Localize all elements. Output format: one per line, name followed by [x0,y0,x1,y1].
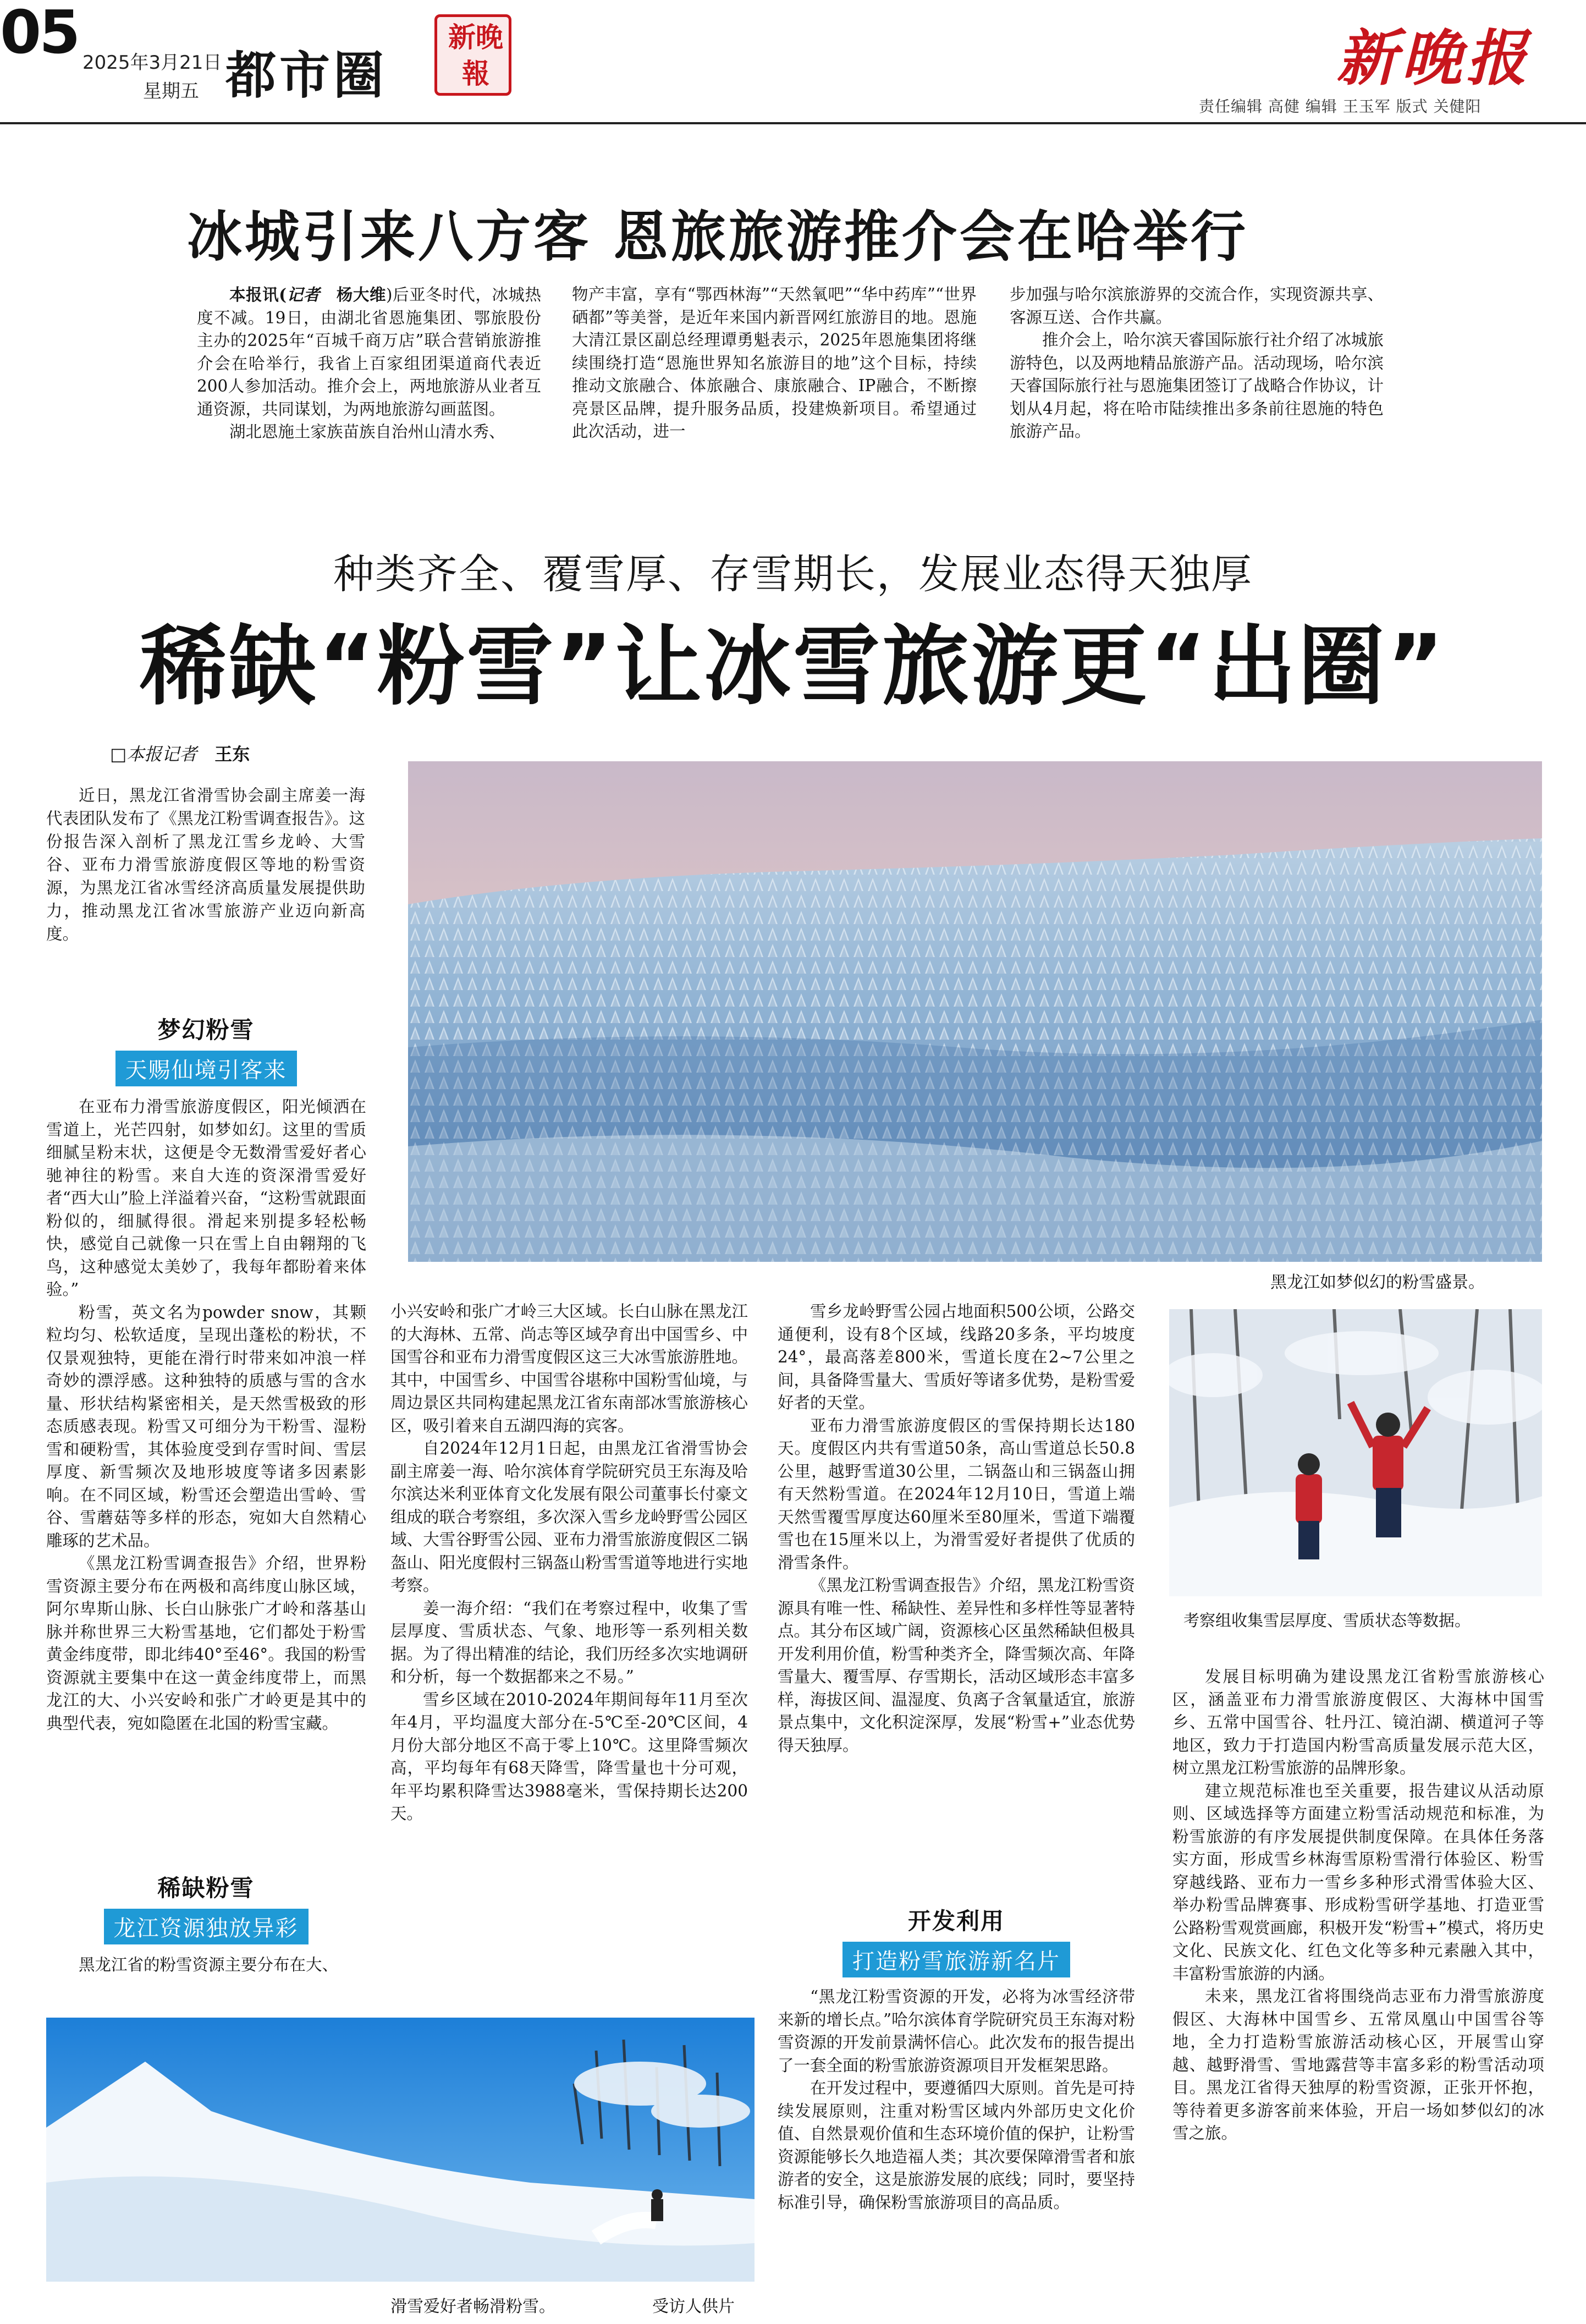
section-seal [434,14,511,96]
header-rule [0,122,1586,124]
subhead-kicker: 梦幻粉雪 [157,1017,255,1043]
body-paragraph: 在开发过程中，要遵循四大原则。首先是可持续发展原则，注重对粉雪区域内外部历史文化价值、自然景观价值和生态环境价值的保护，让粉雪资源能够长久地造福人类；其次要保障滑雪者和旅游者的安全，这是旅游发展的底线；同时，要坚持标准引导，确保粉雪旅游项目的高品质。 [778,2079,1135,2212]
body-paragraph: 在亚布力滑雪旅游度假区，阳光倾洒在雪道上，光芒四射，如梦如幻。这里的雪质细腻呈粉末状，这便是令无数滑雪爱好者心驰神往的粉雪。来自大连的资深滑雪爱好者“西大山”脸上洋溢着兴奋，“这粉雪就跟面粉似的，细腻得很。滑起来别提多轻松畅快，感觉自己就像一只在雪上自由翱翔的飞鸟，这种感觉太美妙了，我每年都盼着来体验。” [46,1097,366,1299]
article2-byline-name: 王东 [214,744,250,765]
section-seal-text: 新晚報 [448,21,503,90]
body-paragraph: 亚布力滑雪旅游度假区的雪保持期长达180天。度假区内共有雪道50条，高山雪道总长50.8公里，越野雪道30公里，二锅盔山和三锅盔山拥有天然粉雪道。在2024年12月10日，雪道上端天然雪覆雪厚度达60厘米至80厘米，雪道下端覆雪也在15厘米以上，为滑雪爱好者提供了优质的滑雪条件。 [778,1416,1135,1572]
column-3-text-2 [778,1986,1135,2214]
snow-forest-caption: 黑龙江如梦似幻的粉雪盛景。 [1270,1273,1485,1292]
survey-team-photo [1169,1309,1542,1596]
left-column-text [46,1096,366,1735]
body-paragraph: 自2024年12月1日起，由黑龙江省滑雪协会副主席姜一海、哈尔滨体育学院研究员王东海及哈尔滨达米利亚体育文化发展有限公司董事长付豪文组成的联合考察组，多次深入雪乡龙岭野雪公园区域、大雪谷野雪公园、亚布力滑雪旅游度假区二锅盔山、阳光度假村三锅盔山粉雪雪道等地进行实地考察。 [390,1439,748,1595]
article1-byline-name: 杨大维 [336,285,386,304]
article1-col1 [197,283,541,444]
article1-byline-lead: 本报讯( [229,285,287,304]
subhead-development [778,1903,1135,1977]
article1-paragraph: 湖北恩施土家族苗族自治州山清水秀、 [229,422,505,441]
survey-team-caption: 考察组收集雪层厚度、雪质状态等数据。 [1183,1611,1471,1630]
skier-caption: 滑雪爱好者畅滑粉雪。 [390,2297,555,2316]
subhead-rare-powder [45,1870,367,1944]
body-paragraph: 黑龙江省的粉雪资源主要分布在大、 [79,1955,339,1974]
article1-col3 [1010,283,1384,443]
article1-byline-role: 记者 [287,285,320,304]
article2-title: 稀缺“粉雪”让冰雪旅游更“出圈” [140,616,1446,717]
article1-paragraph [197,283,541,421]
column-4-text [1172,1666,1544,2145]
subhead-kicker: 开发利用 [907,1908,1005,1935]
body-paragraph: 《黑龙江粉雪调查报告》介绍，世界粉雪资源主要分布在两极和高纬度山脉区域，阿尔卑斯山脉、长白山脉张广才岭和落基山脉并称世界三大粉雪基地，它们都处于粉雪黄金纬度带，即北纬40°至46°。我国的粉雪资源就主要集中在这一黄金纬度带上，而黑龙江的大、小兴安岭和张广才岭更是其中的典型代表，宛如隐匿在北国的粉雪宝藏。 [46,1554,366,1733]
subhead-kicker: 稀缺粉雪 [157,1875,255,1902]
subhead-banner: 龙江资源独放异彩 [104,1909,309,1944]
skier-photo [46,2018,755,2282]
photo-credit: 受访人供片 [652,2297,735,2316]
article2-kicker: 种类齐全、覆雪厚、存雪期长，发展业态得天独厚 [333,551,1253,598]
column-2-text [390,1300,748,1826]
body-paragraph: 姜一海介绍：“我们在考察过程中，收集了雪层厚度、雪质状态、气象、地形等一系列相关数据。为了得出精准的结论，我们历经多次实地调研和分析，每一个数据都来之不易。” [390,1598,748,1686]
article2-byline [110,740,250,766]
subhead-dream-powder [45,1012,367,1086]
article1-title: 冰城引来八方客 恩旅旅游推介会在哈举行 [187,205,1248,269]
article2-byline-prefix: □本报记者 [110,744,197,765]
body-paragraph: 建立规范标准也至关重要，报告建议从活动原则、区域选择等方面建立粉雪活动规范和标准，为粉雪旅游的有序发展提供制度保障。在具体任务落实方面，形成雪乡林海雪原粉雪滑行体验区、粉雪穿越线路、亚布力一雪乡多种形式滑雪体验大区、举办粉雪品牌赛事、形成粉雪研学基地、打造亚雪公路粉雪观赏画廊，积极开发“粉雪+”模式，将历史文化、民族文化、红色文化等多种元素融入其中，丰富粉雪旅游的内涵。 [1172,1781,1544,1983]
newspaper-logo: 新晚报 [1336,23,1531,94]
section-name: 都市圈 [225,46,388,105]
body-paragraph: 发展目标明确为建设黑龙江省粉雪旅游核心区，涵盖亚布力滑雪旅游度假区、大海林中国雪乡、五常中国雪谷、牡丹江、镜泊湖、横道河子等地区，致力于打造国内粉雪高质量发展示范大区，树立黑龙江粉雪旅游的品牌形象。 [1172,1667,1544,1777]
body-paragraph: 雪乡区域在2010-2024年期间每年11月至次年4月，平均温度大部分在-5℃至-20℃区间，4月份大部分地区不高于零上10℃。这里降雪频次高，平均每年有68天降雪，降雪量也十分可观，年平均累积降雪达3988毫米，雪保持期长达200天。 [390,1690,748,1823]
article1-col2 [572,283,977,443]
article1-paragraph: 推介会上，哈尔滨天睿国际旅行社介绍了冰城旅游特色，以及两地精品旅游产品。活动现场，哈尔滨天睿国际旅行社与恩施集团签订了战略合作协议，计划从4月起，将在哈市陆续推出多条前往恩施的特色旅游产品。 [1010,331,1384,441]
article1-paragraph: 物产丰富，享有“鄂西林海”“天然氧吧”“华中药库”“世界硒都”等美誉，是近年来国内新晋网红旅游目的地。恩施大清江景区副总经理谭勇魁表示，2025年恩施集团将继续围绕打造“恩施世界知名旅游目的地”这个目标，持续推动文旅融合、体旅融合、康旅融合、IP融合，不断擦亮景区品牌，提升服务品质，投建焕新项目。希望通过此次活动，进一 [572,285,977,441]
body-paragraph: 《黑龙江粉雪调查报告》介绍，黑龙江粉雪资源具有唯一性、稀缺性、差异性和多样性等显著特点。其分布区域广阔，资源核心区虽然稀缺但极具开发利用价值，粉雪种类齐全，降雪频次高、年降雪量大、覆雪厚、存雪期长，活动区域形态丰富多样，海拔区间、温湿度、负离子含氧量适宜，旅游景点集中，文化积淀深厚，发展“粉雪+”业态优势得天独厚。 [778,1576,1135,1755]
body-paragraph: 未来，黑龙江省将围绕尚志亚布力滑雪旅游度假区、大海林中国雪乡、五常凤凰山中国雪谷等地，全力打造粉雪旅游活动核心区，开展雪山穿越、越野滑雪、雪地露营等丰富多彩的粉雪活动项目。黑龙江省得天独厚的粉雪资源，正张开怀抱，等待着更多游客前来体验，开启一场如梦似幻的冰雪之旅。 [1172,1987,1544,2142]
article1-paragraph: 步加强与哈尔滨旅游界的交流合作，实现资源共享、客源互送、合作共赢。 [1010,285,1384,327]
left-column-text-2 [46,1954,366,1977]
body-paragraph: 雪乡龙岭野雪公园占地面积500公顷，公路交通便利，设有8个区域，线路20多条，平均坡度24°，最高落差800米，雪道长度在2~7公里之间，具备降雪量大、雪质好等诸多优势，是粉雪爱好者的天堂。 [778,1302,1135,1412]
body-paragraph: 小兴安岭和张广才岭三大区域。长白山脉在黑龙江的大海林、五常、尚志等区域孕育出中国雪乡、中国雪谷和亚布力滑雪度假区这三大冰雪旅游胜地。其中，中国雪乡、中国雪谷堪称中国粉雪仙境，与周边景区共同构建起黑龙江省东南部冰雪旅游核心区，吸引着来自五湖四海的宾客。 [390,1302,748,1435]
article2-intro [46,784,365,946]
issue-date: 2025年3月21日 [82,52,222,74]
subhead-banner: 天赐仙境引客来 [115,1051,297,1086]
snow-forest-photo [408,761,1542,1262]
issue-weekday: 星期五 [143,80,199,102]
intro-paragraph: 近日，黑龙江省滑雪协会副主席姜一海代表团队发布了《黑龙江粉雪调查报告》。这份报告深入剖析了黑龙江雪乡龙岭、大雪谷、亚布力滑雪旅游度假区等地的粉雪资源，为黑龙江省冰雪经济高质量发展提供助力，推动黑龙江省冰雪旅游产业迈向新高度。 [46,786,365,943]
subhead-banner: 打造粉雪旅游新名片 [842,1942,1070,1977]
column-3-text [778,1300,1135,1757]
body-paragraph: “黑龙江粉雪资源的开发，必将为冰雪经济带来新的增长点。”哈尔滨体育学院研究员王东海对粉雪资源的开发前景满怀信心。此次发布的报告提出了一套全面的粉雪旅游资源项目开发框架思路。 [778,1987,1135,2075]
page-number: 05 [0,0,79,67]
body-paragraph: 粉雪，英文名为powder snow，其颗粒均匀、松软适度，呈现出蓬松的粉状，不仅景观独特，更能在滑行时带来如冲浪一样奇妙的漂浮感。这种独特的质感与雪的含水量、形状结构紧密相关，是天然雪极致的形态质感表现。粉雪又可细分为干粉雪、湿粉雪和硬粉雪，其体验度受到存雪时间、雪层厚度、新雪频次及地形坡度等诸多因素影响。在不同区域，粉雪还会塑造出雪岭、雪谷、雪蘑菇等多样的形态，宛如大自然精心雕琢的艺术品。 [46,1303,366,1550]
editor-credits: 责任编辑 高健 编辑 王玉军 版式 关健阳 [1199,97,1482,116]
article1-text: )后亚冬时代，冰城热度不减。19日，由湖北省恩施集团、鄂旅股份主办的2025年“百城千商万店”联合营销旅游推介会在哈举行，我省上百家组团渠道商代表近200人参加活动。推介会上，两地旅游从业者互通资源，共同谋划，为两地旅游勾画蓝图。 [197,285,541,419]
